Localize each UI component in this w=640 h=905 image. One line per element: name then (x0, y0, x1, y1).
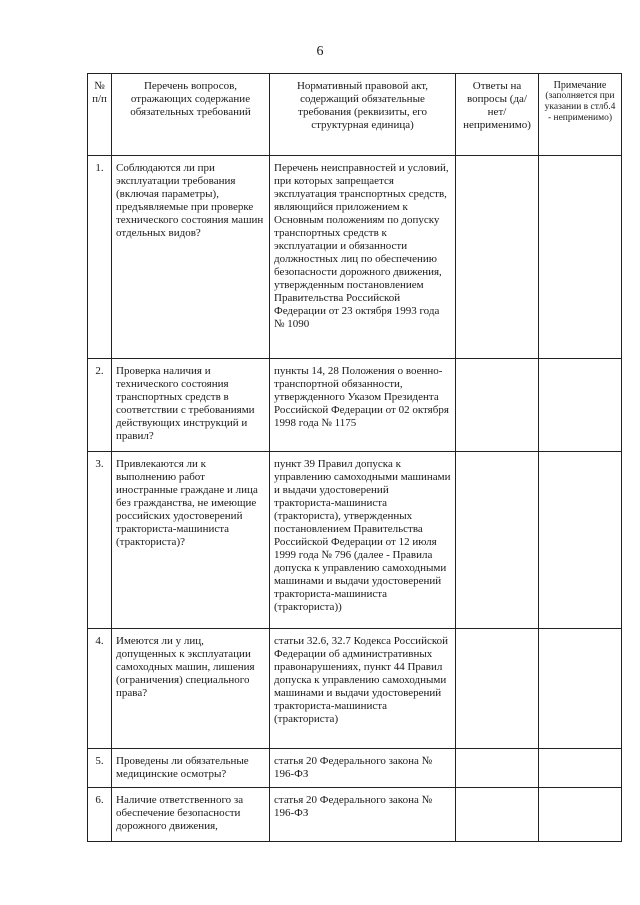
row-num: 6. (88, 788, 112, 842)
header-num: № п/п (88, 74, 112, 156)
row-num: 4. (88, 629, 112, 749)
row-question: Привлекаются ли к выполнению работ иностранные граждане и лица без гражданства, не имеющие российских удостоверений тракториста-машиниста (тракториста)? (112, 452, 270, 629)
row-num: 5. (88, 749, 112, 788)
row-note[interactable] (539, 788, 622, 842)
table-row (88, 788, 622, 842)
row-note[interactable] (539, 156, 622, 359)
row-num: 1. (88, 156, 112, 359)
row-act: пункты 14, 28 Положения о военно-транспортной обязанности, утвержденного Указом Президента Российской Федерации от 02 октября 1998 года № 1175 (270, 359, 456, 452)
header-answer: Ответы на вопросы (да/нет/ неприменимо) (456, 74, 539, 156)
row-question: Проверка наличия и технического состояния транспортных средств в соответствии с требованиями действующих инструкций и правил? (112, 359, 270, 452)
header-act: Нормативный правовой акт, содержащий обязательные требования (реквизиты, его структурная единица) (270, 74, 456, 156)
row-act: Перечень неисправностей и условий, при которых запрещается эксплуатация транспортных средств, являющийся приложением к Основным положениям по допуску транспортных средств к эксплуатации и обязанности должностных лиц по обеспечению безопасности дорожного движения, утвержденным постановлением Правительства Российской Федерации от 23 октября 1993 года № 1090 (270, 156, 456, 359)
table-row (88, 749, 622, 788)
row-note[interactable] (539, 359, 622, 452)
row-question: Проведены ли обязательные медицинские осмотры? (112, 749, 270, 788)
row-act: статья 20 Федерального закона № 196-ФЗ (270, 788, 456, 842)
row-act: статья 20 Федерального закона № 196-ФЗ (270, 749, 456, 788)
header-note-sub: (заполняется при указании в стлб.4 - неприменимо) (544, 91, 616, 123)
row-question: Наличие ответственного за обеспечение безопасности дорожного движения, (112, 788, 270, 842)
row-note[interactable] (539, 749, 622, 788)
table-row (88, 359, 622, 452)
row-answer[interactable] (456, 749, 539, 788)
page-number: 6 (316, 44, 324, 59)
header-note (539, 74, 622, 156)
row-question: Имеются ли у лиц, допущенных к эксплуатации самоходных машин, лишения (ограничения) специального права? (112, 629, 270, 749)
row-num: 3. (88, 452, 112, 629)
row-answer[interactable] (456, 788, 539, 842)
row-answer[interactable] (456, 629, 539, 749)
row-act: пункт 39 Правил допуска к управлению самоходными машинами и выдачи удостоверений тракториста-машиниста (тракториста), утвержденных постановлением Правительства Российской Федерации от 12 июля 1999 года № 796 (далее - Правила допуска к управлению самоходными машинами и выдачи удостоверений тракториста-машиниста (тракториста)) (270, 452, 456, 629)
row-note[interactable] (539, 452, 622, 629)
row-question: Соблюдаются ли при эксплуатации требования (включая параметры), предъявляемые при проверке технического состояния машин отдельных видов? (112, 156, 270, 359)
row-act: статьи 32.6, 32.7 Кодекса Российской Федерации об административных правонарушениях, пункт 44 Правил допуска к управлению самоходными машинами и выдачи удостоверений тракториста-машиниста (тракториста) (270, 629, 456, 749)
row-answer[interactable] (456, 156, 539, 359)
row-note[interactable] (539, 629, 622, 749)
table-row (88, 156, 622, 359)
table-header-row (88, 74, 622, 156)
table-row (88, 629, 622, 749)
row-answer[interactable] (456, 452, 539, 629)
header-question: Перечень вопросов, отражающих содержание обязательных требований (112, 74, 270, 156)
requirements-table (87, 73, 622, 842)
header-note-title: Примечание (553, 80, 607, 91)
row-num: 2. (88, 359, 112, 452)
table-row (88, 452, 622, 629)
row-answer[interactable] (456, 359, 539, 452)
